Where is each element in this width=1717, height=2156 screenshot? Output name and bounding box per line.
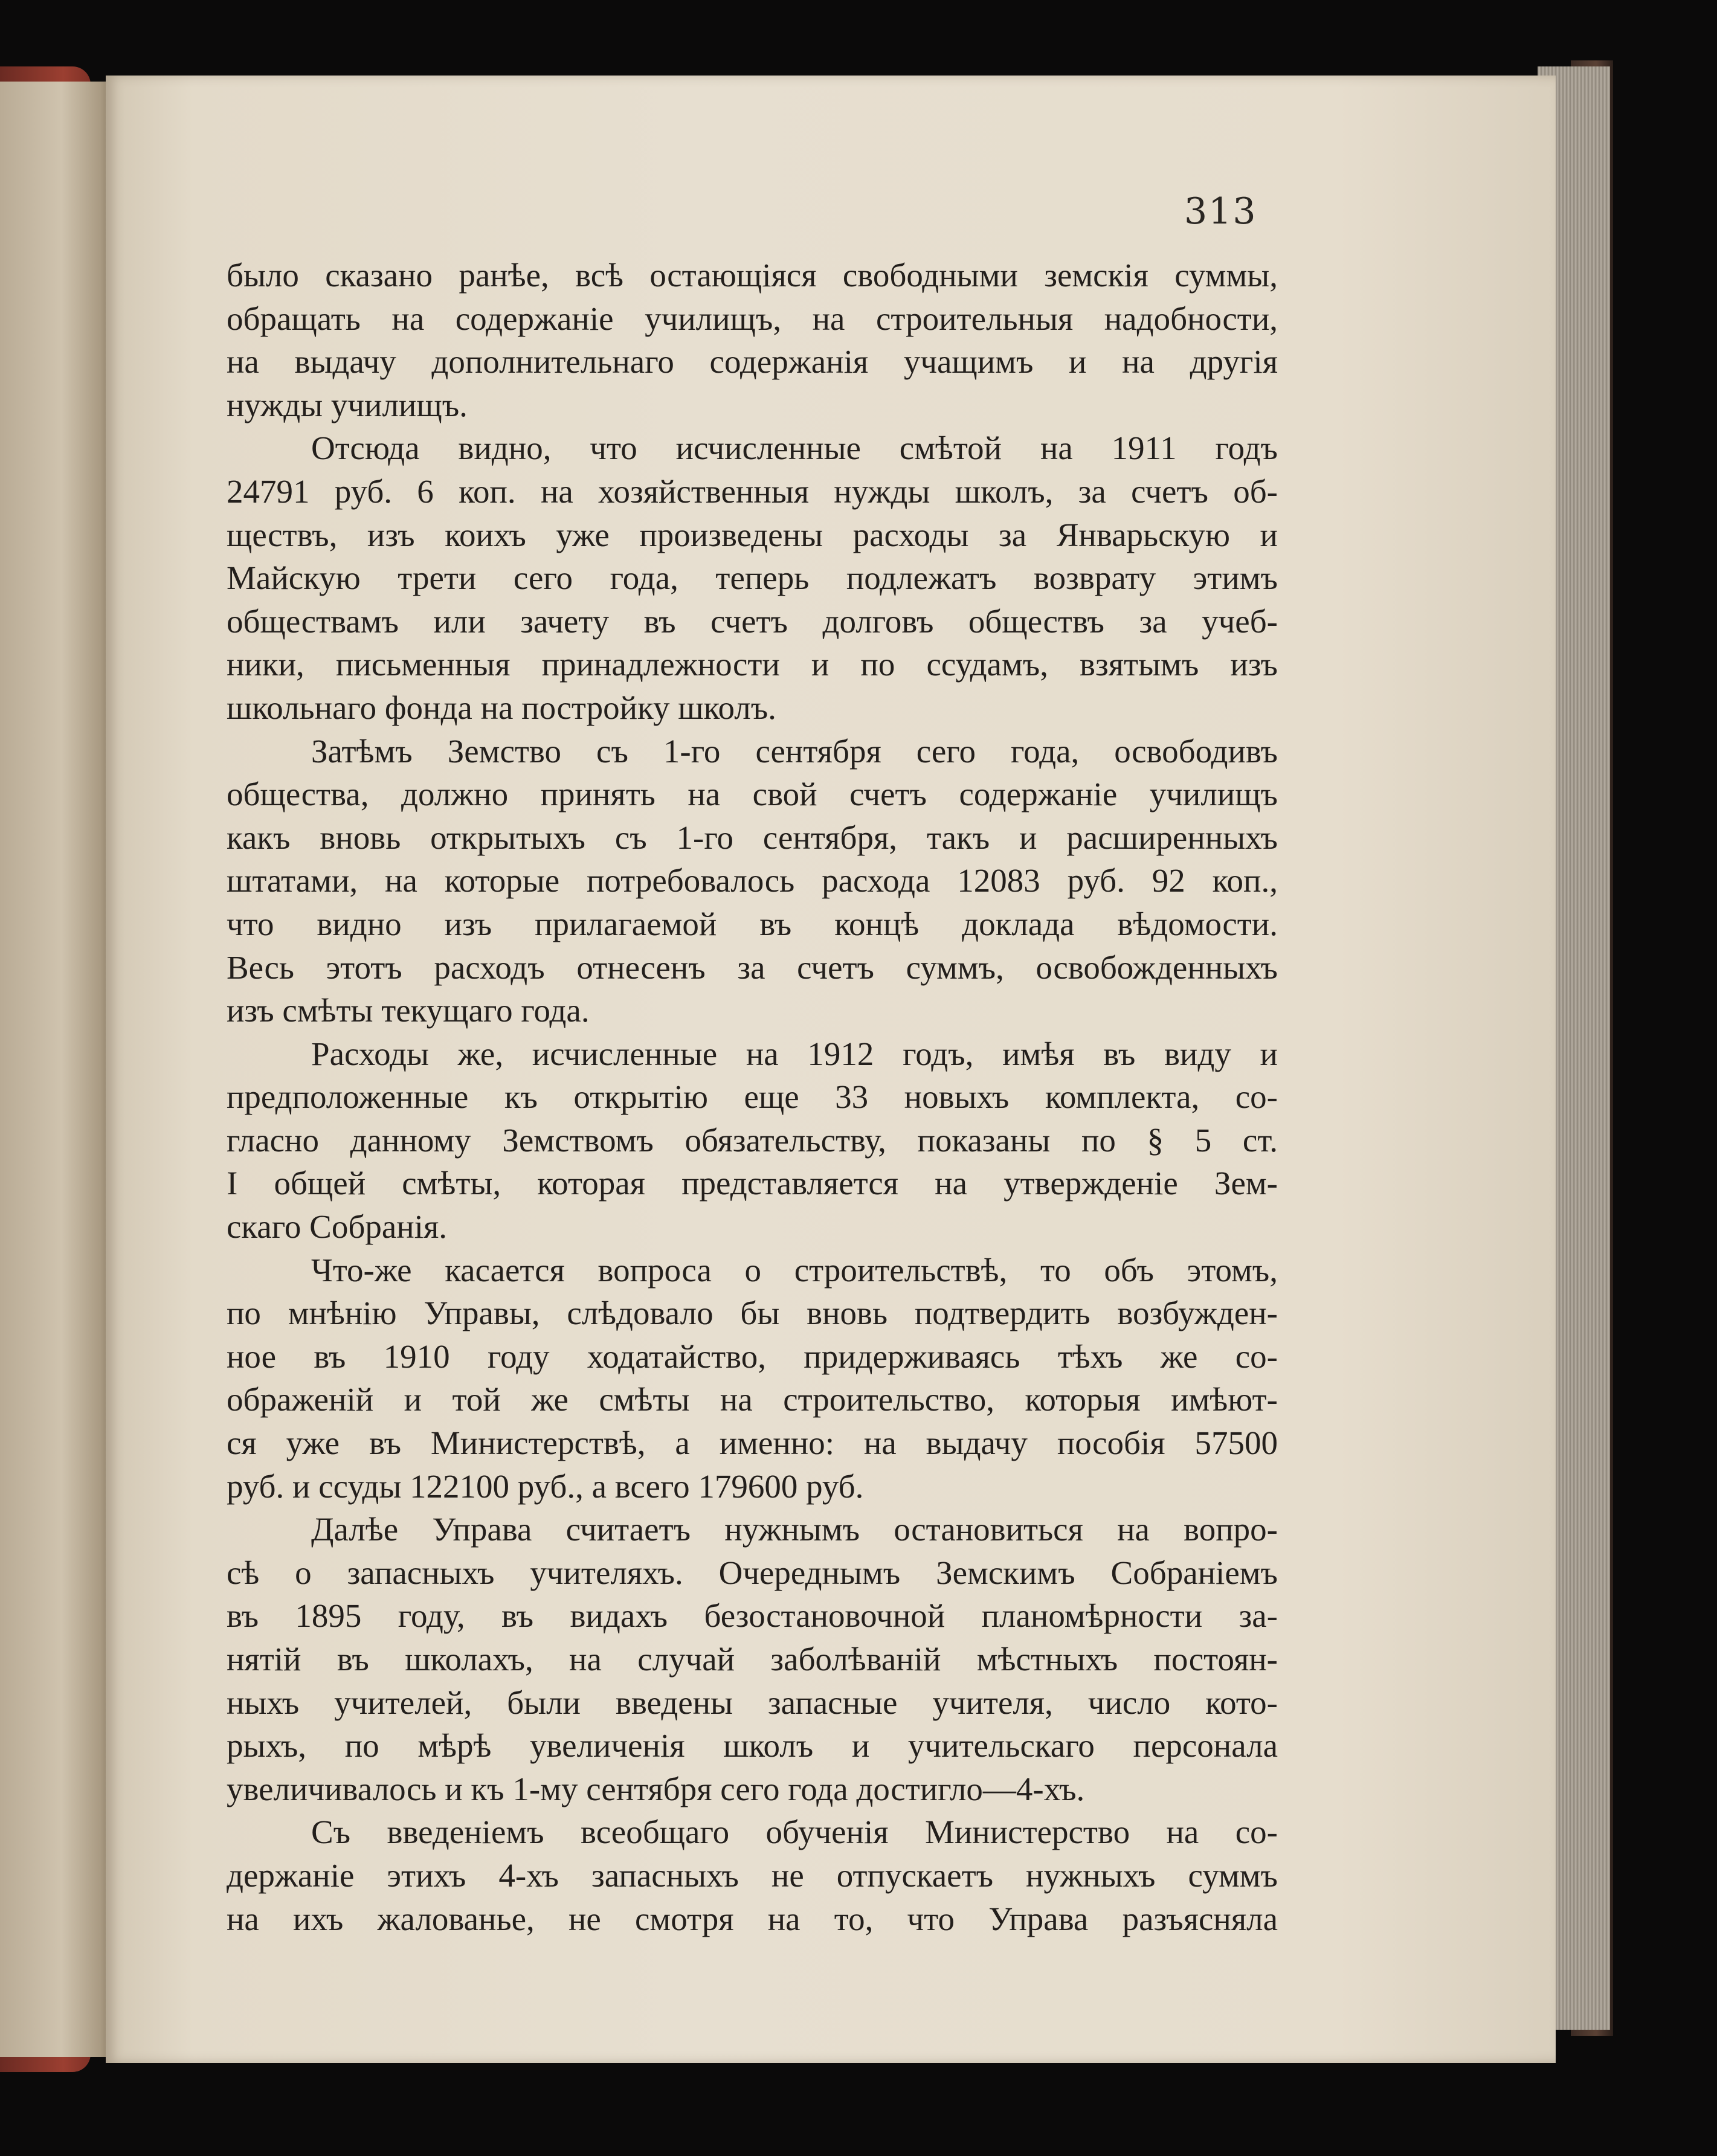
text-line: ники, письменныя принадлежности и по ссудамъ, взятымъ изъ (227, 646, 1278, 683)
text-line: держаніе этихъ 4-хъ запасныхъ не отпускаетъ нужныхъ суммъ (227, 1856, 1278, 1894)
text-line: штатами, на которые потребовалось расхода 12083 руб. 92 коп., (227, 862, 1278, 899)
text-line: предположенные къ открытію еще 33 новыхъ комплекта, со- (227, 1078, 1278, 1116)
text-line: общества, должно принять на свой счетъ содержаніе училищъ (227, 776, 1278, 813)
text-line: скаго Собранія. (227, 1208, 447, 1246)
page-text (227, 254, 1278, 1940)
text-line: Отсюда видно, что исчисленные смѣтой на 1911 годъ (311, 430, 1278, 467)
text-line: что видно изъ прилагаемой въ концѣ доклада вѣдомости. (227, 905, 1278, 942)
text-line: Затѣмъ Земство съ 1-го сентября сего года, освободивъ (311, 732, 1278, 770)
text-line: обращать на содержаніе училищъ, на строительныя надобности, (227, 300, 1278, 337)
text-line: гласно данному Земствомъ обязательству, показаны по § 5 ст. (227, 1121, 1278, 1159)
text-line: на ихъ жалованье, не смотря на то, что Управа разъясняла (227, 1900, 1278, 1937)
text-line: ся уже въ Министерствѣ, а именно: на выдачу пособія 57500 (227, 1424, 1278, 1462)
text-line: 24791 руб. 6 коп. на хозяйственныя нужды школъ, за счетъ об- (227, 472, 1278, 510)
text-line: какъ вновь открытыхъ съ 1-го сентября, такъ и расширенныхъ (227, 819, 1278, 856)
text-line: ныхъ учителей, были введены запасные учителя, число кото- (227, 1684, 1278, 1721)
text-line: на выдачу дополнительнаго содержанія учащимъ и на другія (227, 343, 1278, 381)
text-line: было сказано ранѣе, всѣ остающіяся свободными земскія суммы, (227, 257, 1278, 294)
text-line: ное въ 1910 году ходатайство, придерживаясь тѣхъ же со- (227, 1337, 1278, 1375)
text-line: ображеній и той же смѣты на строительство, которыя имѣют- (227, 1381, 1278, 1418)
text-line: Весь этотъ расходъ отнесенъ за счетъ суммъ, освобожденныхъ (227, 948, 1278, 986)
text-line: I общей смѣты, которая представляется на утвержденіе Зем- (227, 1165, 1278, 1202)
page-number: 313 (1184, 190, 1257, 233)
text-line: Съ введеніемъ всеобщаго обученія Министерство на со- (311, 1813, 1278, 1851)
text-line: руб. и ссуды 122100 руб., а всего 179600 руб. (227, 1467, 864, 1505)
text-line: въ 1895 году, въ видахъ безостановочной планомѣрности за- (227, 1597, 1278, 1635)
text-line: Далѣе Управа считаетъ нужнымъ остановиться на вопро- (311, 1511, 1278, 1548)
text-line: рыхъ, по мѣрѣ увеличенія школъ и учительскаго персонала (227, 1727, 1278, 1765)
text-line: Майскую трети сего года, теперь подлежатъ возврату этимъ (227, 559, 1278, 597)
text-line: Что-же касается вопроса о строительствѣ, то объ этомъ, (311, 1251, 1278, 1289)
previous-page-edge (0, 82, 112, 2057)
text-line: нужды училищъ. (227, 386, 468, 423)
text-line: ществъ, изъ коихъ уже произведены расходы за Январьскую и (227, 516, 1278, 553)
text-line: сѣ о запасныхъ учителяхъ. Очереднымъ Земскимъ Собраніемъ (227, 1554, 1278, 1591)
text-line: школьнаго фонда на постройку школъ. (227, 689, 776, 726)
text-line: обществамъ или зачету въ счетъ долговъ обществъ за учеб- (227, 602, 1278, 640)
text-line: Расходы же, исчисленные на 1912 годъ, имѣя въ виду и (311, 1035, 1278, 1072)
text-line: увеличивалось и къ 1-му сентября сего года достигло—4-хъ. (227, 1770, 1085, 1807)
text-line: нятій въ школахъ, на случай заболѣваній мѣстныхъ постоян- (227, 1641, 1278, 1678)
text-line: по мнѣнію Управы, слѣдовало бы вновь подтвердить возбужден- (227, 1295, 1278, 1332)
text-line: изъ смѣты текущаго года. (227, 992, 590, 1029)
